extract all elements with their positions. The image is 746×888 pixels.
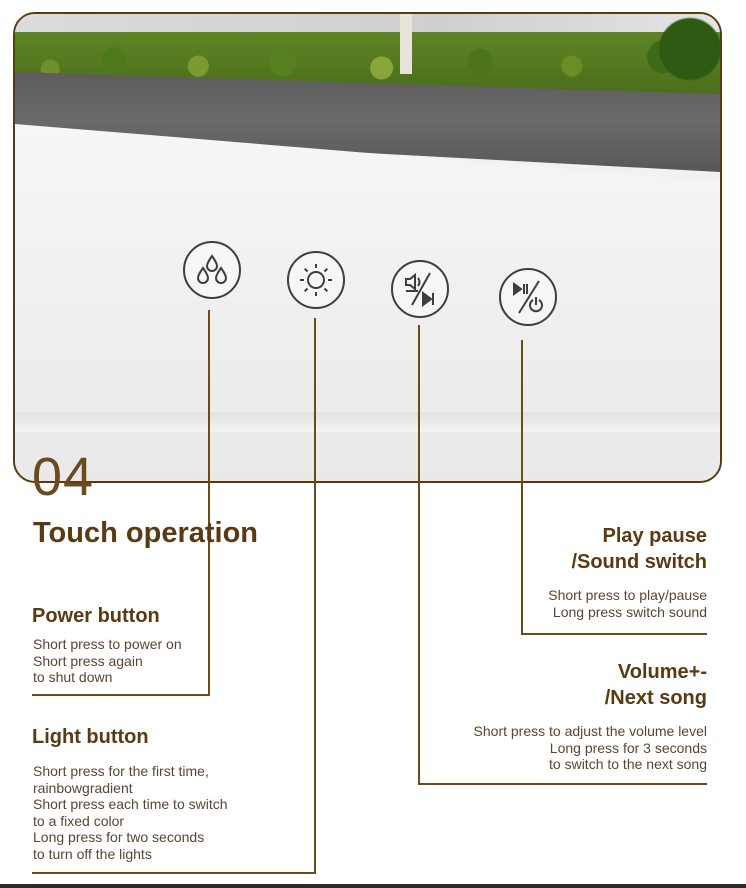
light-desc-line: Long press for two seconds: [33, 829, 205, 845]
volume-title: [605, 659, 707, 711]
light-desc-line: to turn off the lights: [33, 845, 152, 862]
play-title: [571, 523, 707, 575]
bottom-rule: [0, 884, 746, 888]
power-leader-underline: [32, 694, 210, 696]
play-pause-power-icon[interactable]: [499, 268, 557, 326]
play-description: [548, 587, 707, 620]
play-leader-underline: [521, 633, 707, 635]
volume-next-icon[interactable]: [391, 260, 449, 318]
play-title-line: Play pause: [602, 525, 707, 547]
play-desc-line: Short press to play/pause: [548, 587, 707, 603]
volume-desc-line: Short press to adjust the volume level: [473, 723, 707, 739]
light-desc-line: Short press for the first time,: [33, 763, 209, 779]
volume-desc-line: to switch to the next song: [549, 756, 707, 772]
tree-decoration: [655, 14, 722, 84]
light-desc-line: Short press each time to switch: [33, 796, 228, 812]
light-title: Light button: [32, 726, 149, 748]
light-desc-line: to a fixed color: [33, 812, 125, 829]
power-title: Power button: [32, 605, 160, 627]
light-leader-underline: [32, 872, 316, 874]
play-title-line: /Sound switch: [571, 551, 707, 573]
product-photo: [13, 12, 722, 483]
light-desc-line: rainbowgradient: [33, 779, 133, 796]
play-desc-line: Long press switch sound: [552, 603, 707, 620]
light-description: [33, 763, 228, 862]
volume-title-line: Volume+-: [617, 661, 707, 683]
planter-edge: [15, 412, 720, 432]
volume-desc-line: Long press for 3 seconds: [549, 739, 707, 756]
power-desc-line: Short press again: [33, 652, 143, 669]
volume-leader-line: [418, 325, 420, 785]
volume-title-line: /Next song: [604, 687, 707, 709]
play-leader-line: [521, 340, 523, 635]
volume-description: [474, 723, 707, 773]
light-leader-line: [314, 318, 316, 874]
section-title: Touch operation: [33, 517, 259, 549]
power-desc-line: to shut down: [33, 669, 113, 685]
volume-leader-underline: [418, 783, 707, 785]
water-drops-icon[interactable]: [183, 241, 241, 299]
section-number: 04: [32, 447, 95, 507]
sun-icon[interactable]: [287, 251, 345, 309]
power-desc-line: Short press to power on: [33, 636, 182, 652]
post: [400, 14, 412, 74]
power-description: [33, 636, 182, 686]
power-leader-line: [208, 310, 210, 696]
